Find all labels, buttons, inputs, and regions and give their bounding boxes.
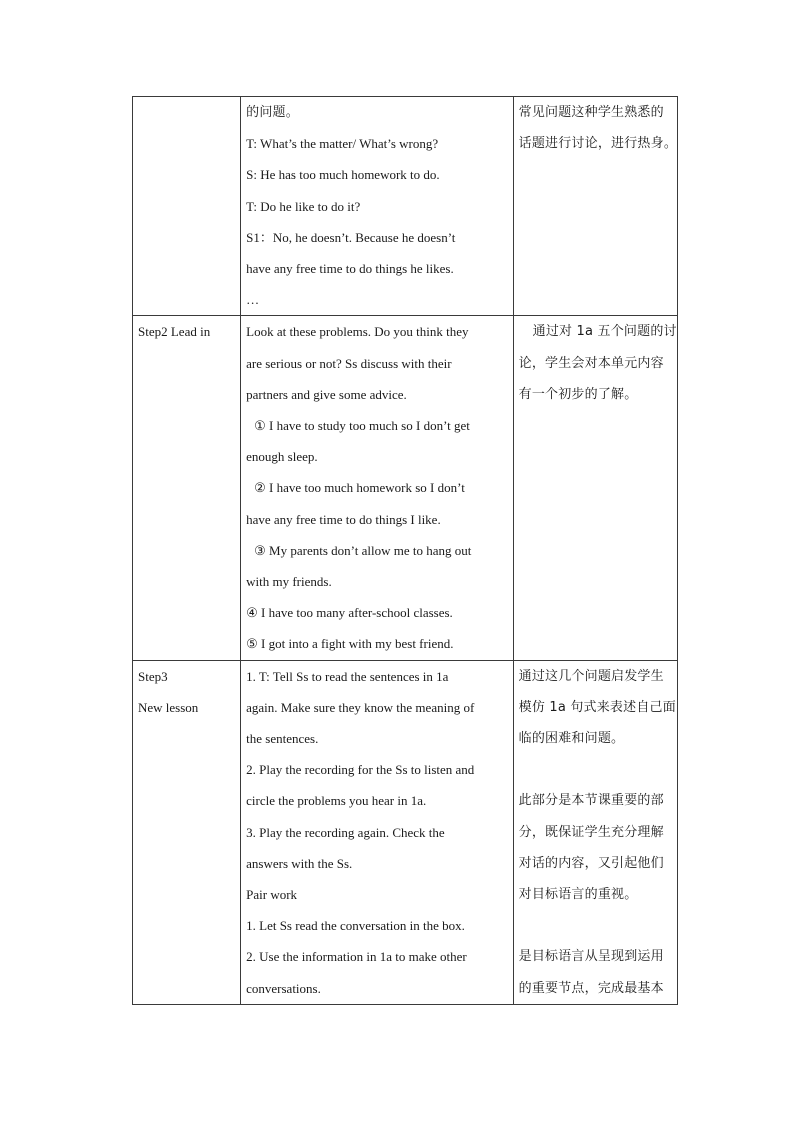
purpose-line: 通过对 1a 五个问题的讨	[532, 324, 677, 340]
procedure-line: S: He has too much homework to do.	[246, 167, 440, 183]
purpose-line: 论，学生会对本单元内容	[518, 355, 664, 371]
procedure-line: 3. Play the recording again. Check the	[246, 824, 445, 840]
purpose-line: 临的困难和问题。	[518, 731, 625, 747]
step-label: New lesson	[138, 699, 199, 715]
procedure-cell	[241, 97, 514, 316]
purpose-line: 对话的内容，又引起他们	[518, 855, 664, 871]
purpose-cell	[513, 316, 677, 660]
procedure-line: partners and give some advice.	[246, 386, 407, 402]
purpose-line: 的重要节点，完成最基本	[518, 980, 664, 996]
procedure-line: 2. Use the information in 1a to make other	[246, 949, 467, 965]
purpose-line: 通过这几个问题启发学生	[518, 668, 664, 684]
purpose-line: 是目标语言从呈现到运用	[518, 949, 664, 965]
step-label: Step2 Lead in	[138, 324, 211, 340]
procedure-line: answers with the Ss.	[246, 855, 353, 871]
paragraph-gap	[519, 754, 672, 785]
problem-item: ④ I have too many after-school classes.	[246, 605, 453, 621]
procedure-line: Look at these problems. Do you think they	[246, 324, 469, 340]
step-cell	[133, 660, 241, 1004]
procedure-line: again. Make sure they know the meaning of	[246, 699, 475, 715]
procedure-line: T: What’s the matter/ What’s wrong?	[246, 136, 439, 152]
procedure-line: circle the problems you hear in 1a.	[246, 793, 427, 809]
procedure-line: have any free time to do things I like.	[246, 511, 441, 527]
procedure-line: 的问题。	[246, 105, 299, 120]
table-row	[133, 97, 678, 316]
procedure-line: with my friends.	[246, 574, 332, 590]
procedure-line: T: Do he like to do it?	[246, 198, 361, 214]
purpose-line: 对目标语言的重视。	[518, 887, 638, 903]
step-label: Step3	[138, 668, 168, 684]
procedure-cell	[241, 660, 514, 1004]
procedure-line: S1：No, he doesn’t. Because he doesn’t	[246, 229, 456, 245]
procedure-cell	[241, 316, 514, 660]
purpose-line: 分，既保证学生充分理解	[518, 824, 664, 840]
procedure-line: …	[246, 292, 260, 308]
purpose-line: 模仿 1a 句式来表述自己面	[518, 699, 676, 715]
problem-item: ② I have too much homework so I don’t	[254, 480, 465, 496]
step-cell	[133, 316, 241, 660]
problem-item: ⑤ I got into a fight with my best friend.	[246, 636, 454, 652]
procedure-line: enough sleep.	[246, 449, 318, 465]
procedure-line: are serious or not? Ss discuss with their	[246, 355, 452, 371]
table-row	[133, 316, 678, 660]
purpose-line: 话题进行讨论，进行热身。	[518, 136, 678, 152]
problem-item: ① I have to study too much so I don’t get	[254, 418, 470, 434]
table-row	[133, 660, 678, 1004]
purpose-line: 常见问题这种学生熟悉的	[518, 105, 664, 120]
purpose-line: 有一个初步的了解。	[518, 386, 638, 402]
procedure-line: conversations.	[246, 980, 321, 996]
problem-item: ③ My parents don’t allow me to hang out	[254, 542, 472, 558]
procedure-line: have any free time to do things he likes.	[246, 261, 454, 277]
lesson-plan-table	[132, 96, 678, 1005]
paragraph-gap	[519, 910, 672, 941]
purpose-line: 此部分是本节课重要的部	[518, 793, 664, 809]
procedure-line: 1. T: Tell Ss to read the sentences in 1a	[246, 668, 449, 684]
procedure-line: the sentences.	[246, 731, 319, 747]
section-heading: Pair work	[246, 887, 298, 903]
procedure-line: 1. Let Ss read the conversation in the box.	[246, 918, 465, 934]
purpose-cell	[513, 660, 677, 1004]
procedure-line: 2. Play the recording for the Ss to listen and	[246, 762, 475, 778]
step-cell	[133, 97, 241, 316]
purpose-cell	[513, 97, 677, 316]
